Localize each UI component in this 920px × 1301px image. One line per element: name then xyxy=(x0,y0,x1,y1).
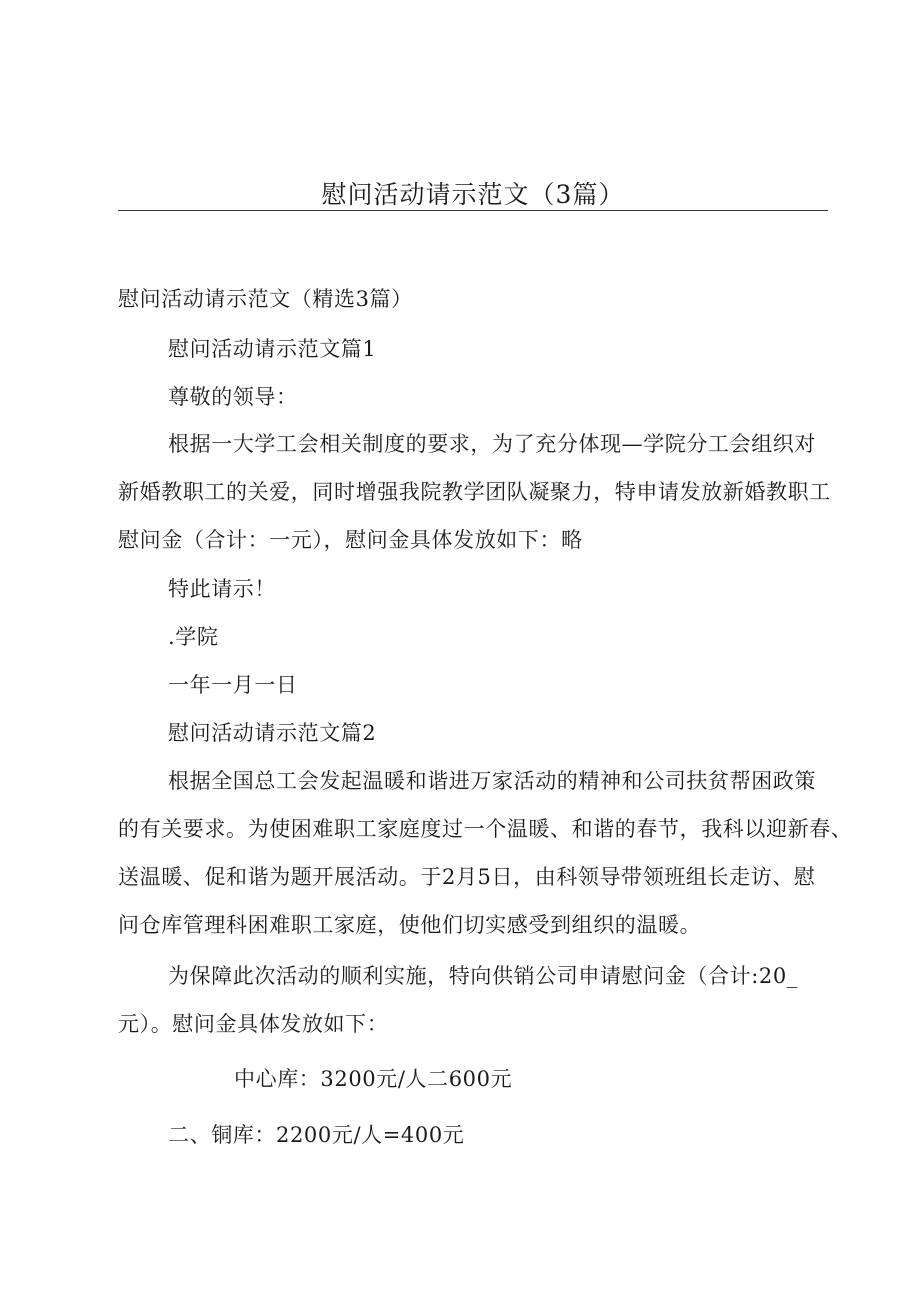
section2-heading: 慰问活动请示范文篇2 xyxy=(168,721,377,745)
section1-body-line: 新婚教职工的关爱，同时增强我院教学团队凝聚力，特申请发放新婚教职工 xyxy=(118,480,831,504)
document-title: 慰问活动请示范文（3篇） xyxy=(321,180,625,209)
title-underline xyxy=(118,210,828,211)
section1-body-line: 慰问金（合计：一元），慰问金具体发放如下：略 xyxy=(118,528,583,552)
document-subtitle: 慰问活动请示范文（精选3篇） xyxy=(118,287,413,311)
section2-para1-line: 问仓库管理科困难职工家庭，使他们切实感受到组织的温暖。 xyxy=(118,913,702,937)
section1-heading: 慰问活动请示范文篇1 xyxy=(168,337,377,361)
section1-salutation: 尊敬的领导： xyxy=(168,385,298,409)
allocation-item-central-warehouse: 中心库：3200元/人二600元 xyxy=(234,1067,513,1091)
section2-para1-line: 根据全国总工会发起温暖和谐进万家活动的精神和公司扶贫帮困政策 xyxy=(168,769,816,793)
section2-para2-line: 为保障此次活动的顺利实施，特向供销公司申请慰问金（合计:20_ xyxy=(168,964,798,988)
section1-date: 一年一月一日 xyxy=(168,673,298,697)
section2-para1-line: 的有关要求。为使困难职工家庭度过一个温暖、和谐的春节，我科以迎新春、 xyxy=(118,817,853,841)
allocation-item-copper-warehouse: 二、铜库：2200元/人=400元 xyxy=(168,1123,465,1147)
section2-para2-line: 元）。慰问金具体发放如下： xyxy=(118,1012,389,1036)
section2-para1-line: 送温暖、促和谐为题开展活动。于2月5日，由科领导带领班组长走访、慰 xyxy=(118,865,816,889)
section1-body-line: 根据一大学工会相关制度的要求，为了充分体现—学院分工会组织对 xyxy=(168,432,816,456)
section1-closing: 特此请示！ xyxy=(168,577,276,601)
section1-signature: .学院 xyxy=(168,625,219,649)
